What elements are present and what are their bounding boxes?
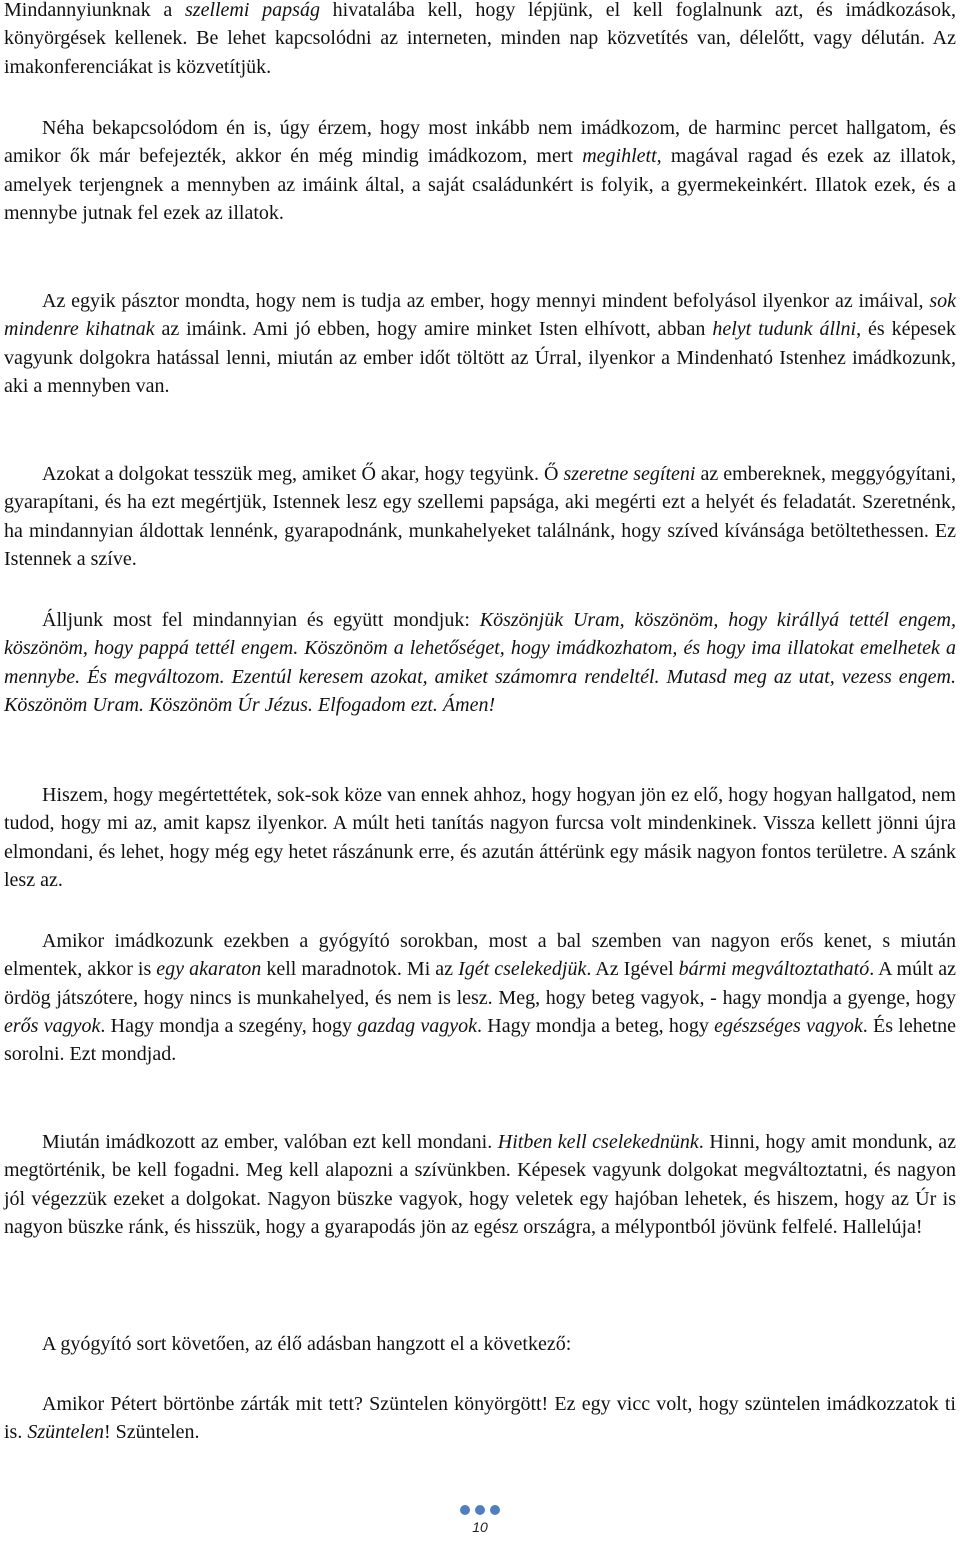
italic-text: erős vagyok	[4, 1014, 101, 1037]
page-number: 10	[472, 1519, 488, 1535]
italic-text: sok mindenre kihatnak	[4, 290, 956, 341]
italic-text: szellemi papság	[185, 0, 320, 21]
text-run: ! Szüntelen.	[104, 1421, 200, 1444]
italic-text: Köszönjük Uram, köszönöm, hogy királlyá tettél engem, köszönöm, hogy pappá tettél engem. Köszönöm a lehetőséget, hogy imádkozhatom, és hogy ima illatokat emelhetek a mennybe. És megváltozom. Ezentúl keresem azokat, amiket számomra rendeltél. Mutasd meg az utat, vezess engem. Köszönöm Uram. Köszönöm Úr Jézus. Elfogadom ezt. Ámen!	[4, 609, 956, 716]
text-run: Azokat a dolgokat tesszük meg, amiket Ő akar, hogy tegyünk. Ő	[42, 463, 564, 485]
text-run: Hiszem, hogy megértettétek, sok-sok köze van ennek ahhoz, hogy hogyan jön ez elő, hogy hogyan hallgatod, nem tudod, hogy mi az, amit kapsz ilyenkor. A múlt heti tanítás nagyon furcsa volt mindenkinek. Vissza kellett jönni újra elmondani, és lehet, hogy még egy hetet rászánunk erre, és azután áttérünk egy másik nagyon fontos területre. A szánk lesz az.	[4, 784, 956, 891]
italic-text: egészséges vagyok	[714, 1014, 863, 1037]
italic-text: bármi megváltoztatható	[678, 958, 870, 981]
italic-text: szeretne segíteni	[563, 463, 696, 485]
text-run: Amikor imádkozunk ezekben a gyógyító sorokban, most a bal szemben van nagyon erős kenet, s miután elmentek, akkor is	[4, 930, 956, 981]
paragraph-10	[4, 1390, 956, 1447]
paragraph-2	[4, 114, 956, 227]
text-run: . Hagy mondja a beteg, hogy	[477, 1014, 715, 1037]
text-run: Miután imádkozott az ember, valóban ezt kell mondani.	[42, 1131, 498, 1153]
text-run: Az egyik pásztor mondta, hogy nem is tudja az ember, hogy mennyi mindent befolyásol ilyenkor az imáival,	[42, 290, 930, 312]
paragraph-9	[4, 1330, 571, 1358]
text-run: az embereknek, meggyógyítani, gyarapítani, és ha ezt megértjük, Istennek lesz egy szellemi papsága, aki megérti ezt a helyét és feladatát. Szeretnénk, ha mindannyian áldottak lennénk, gyarapodnánk, munkahelyeket találnánk, hogy szíved kívánsága betöltethessen. Ez Istennek a szíve.	[4, 463, 956, 570]
text-run: , magával ragad és ezek az illatok, amelyek terjengnek a mennyben az imáink által, a saját családunkért is folyik, a gyermekeinkért. Illatok ezek, és a mennybe jutnak fel ezek az illatok.	[4, 145, 956, 224]
text-run: Mindannyiunknak a	[4, 0, 185, 21]
footer-dot	[490, 1505, 500, 1515]
text-run: az imáink. Ami jó ebben, hogy amire minket Isten elhívott, abban	[154, 318, 713, 341]
footer-dots-ornament	[458, 1505, 502, 1517]
footer-dot	[475, 1505, 485, 1515]
italic-text: Igét cselekedjük	[458, 958, 587, 981]
italic-text: Szüntelen	[27, 1421, 104, 1444]
italic-text: egy akaraton	[156, 958, 262, 981]
text-run: . És lehetne sorolni. Ezt mondjad.	[4, 1014, 957, 1066]
italic-text: megihlett	[582, 145, 657, 168]
italic-text: helyt tudunk állni	[712, 318, 857, 341]
text-run: Néha bekapcsolódom én is, úgy érzem, hogy most inkább nem imádkozom, de harminc percet hallgatom, és amikor ők már befejezték, akkor én még mindig imádkozom, mert	[4, 117, 956, 168]
text-run: . Hinni, hogy amit mondunk, az megtörténik, be kell fogadni. Meg kell alapozni a szívünkben. Képesek vagyunk dolgokat megváltoztatni, és nagyon jól végezzük ezeket a dolgokat. Nagyon büszke vagyok, hogy veletek egy hajóban lehetek, és hiszem, hogy az Úr is nagyon büszke ránk, és hisszük, hogy a gyarapodás jön az egész országra, a mélypontból jövünk felfelé. Hallelúja!	[4, 1131, 957, 1238]
text-run: hivatalába kell, hogy lépjünk, el kell foglalnunk azt, és imádkozások, könyörgések kellenek. Be lehet kapcsolódni az interneten, minden nap közvetítés van, délelőtt, vagy délután. Az imakonferenciákat is közvetítjük.	[4, 0, 957, 78]
text-run: , és képesek vagyunk dolgokra hatással lenni, miután az ember időt töltött az Úrral, ilyenkor a Mindenható Istenhez imádkozunk, aki a mennyben van.	[4, 318, 957, 397]
text-run: Amikor Pétert börtönbe zárták mit tett? Szüntelen könyörgött! Ez egy vicc volt, hogy szüntelen imádkozzatok ti is.	[4, 1393, 956, 1444]
paragraph-7	[4, 927, 956, 1068]
paragraph-1	[4, 0, 956, 81]
paragraph-8	[4, 1128, 956, 1241]
italic-text: Hitben kell cselekednünk	[497, 1131, 699, 1153]
paragraph-6	[4, 781, 956, 894]
page-footer	[0, 1505, 960, 1549]
text-run: . Az Igével	[586, 958, 679, 981]
text-run: A gyógyító sort követően, az élő adásban hangzott el a következő:	[42, 1333, 572, 1355]
italic-text: gazdag vagyok	[357, 1014, 478, 1037]
text-run: . Hagy mondja a szegény, hogy	[100, 1014, 358, 1037]
text-run: . A múlt az ördög játszótere, hogy nincs is munkahelyed, és nem is lesz. Meg, hogy beteg vagyok, - hagy mondja a gyenge, hogy	[4, 958, 956, 1009]
paragraph-5	[4, 606, 956, 719]
paragraph-4	[4, 460, 956, 573]
text-run: kell maradnotok. Mi az	[261, 958, 459, 981]
paragraph-3	[4, 287, 956, 400]
footer-dot	[460, 1505, 470, 1515]
text-run: Álljunk most fel mindannyian és együtt mondjuk:	[42, 609, 480, 631]
